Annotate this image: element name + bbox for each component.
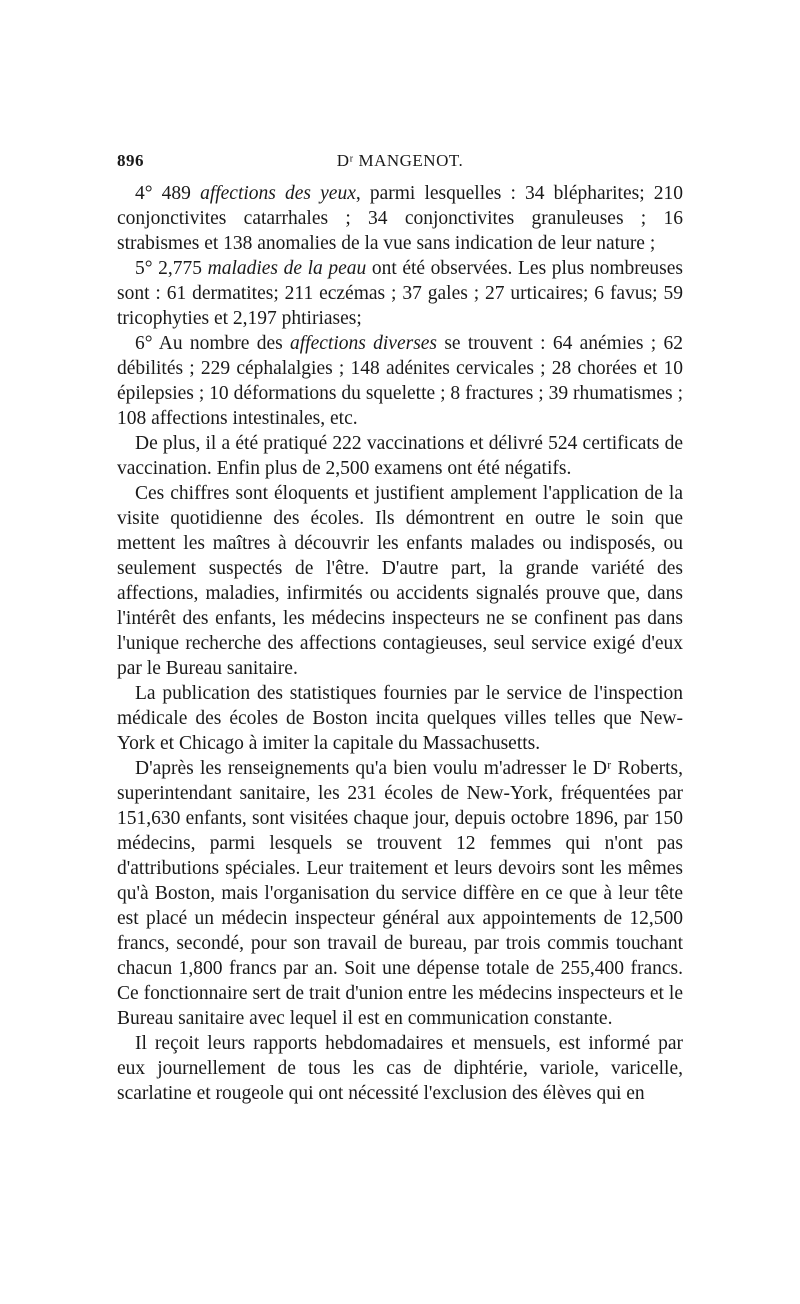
paragraph: D'après les renseignements qu'a bien voulu m'adresser le Dʳ Roberts, superintendant sanitaire, les 231 écoles de New-York, fréquentées par 151,630 enfants, sont visitées chaque jour, depuis octobre 1896, par 150 médecins, parmi lesquels se trouvent 12 femmes qui n'ont pas d'attributions spéciales. Leur traitement et leurs devoirs sont les mêmes qu'à Boston, mais l'organisation du service diffère en ce que à leur tête est placé un médecin inspecteur général aux appointements de 12,500 francs, secondé, pour son travail de bureau, par trois commis touchant chacun 1,800 francs par an. Soit une dépense totale de 255,400 francs. Ce fonctionnaire sert de trait d'union entre les médecins inspecteurs et le Bureau sanitaire avec lequel il est en communication constante. — [117, 758, 683, 1029]
running-head: Dʳ MANGENOT. — [336, 151, 464, 170]
paragraph: Il reçoit leurs rapports hebdomadaires et mensuels, est informé par eux journellement de tous les cas de diphtérie, variole, varicelle, scarlatine et rougeole qui ont nécessité l'exclusion des élèves qui en — [117, 1033, 683, 1104]
paragraph: Ces chiffres sont éloquents et justifient amplement l'application de la visite quotidienne des écoles. Ils démontrent en outre le soin que mettent les maîtres à découvrir les enfants malades ou indisposés, ou seulement suspectés de l'être. D'autre part, la grande variété des affections, maladies, infirmités ou accidents signalés prouve que, dans l'intérêt des enfants, les médecins inspecteurs ne se confinent pas dans l'unique recherche des affections contagieuses, seul service exigé d'eux par le Bureau sanitaire. — [117, 483, 683, 679]
page-number: 896 — [117, 151, 144, 170]
paragraph: 5° 2,775 maladies de la peau ont été observées. Les plus nombreuses sont : 61 dermatites; 211 eczémas ; 37 gales ; 27 urticaires; 6 favus; 59 tricophyties et 2,197 phtiriases; — [117, 258, 684, 329]
page-header — [117, 151, 683, 177]
body-text — [117, 181, 683, 1106]
paragraph: 4° 489 affections des yeux, parmi lesquelles : 34 blépharites; 210 conjonctivites catarrhales ; 34 conjonctivites granuleuses ; 16 strabismes et 138 anomalies de la vue sans indication de leur nature ; — [117, 183, 684, 254]
paragraph: La publication des statistiques fournies par le service de l'inspection médicale des écoles de Boston incita quelques villes telles que New-York et Chicago à imiter la capitale du Massachusetts. — [117, 683, 683, 754]
paragraph: De plus, il a été pratiqué 222 vaccinations et délivré 524 certificats de vaccination. Enfin plus de 2,500 examens ont été négatifs. — [117, 433, 683, 479]
paragraph: 6° Au nombre des affections diverses se trouvent : 64 anémies ; 62 débilités ; 229 céphalalgies ; 148 adénites cervicales ; 28 chorées et 10 épilepsies ; 10 déformations du squelette ; 8 fractures ; 39 rhumatismes ; 108 affections intestinales, etc. — [117, 333, 683, 429]
